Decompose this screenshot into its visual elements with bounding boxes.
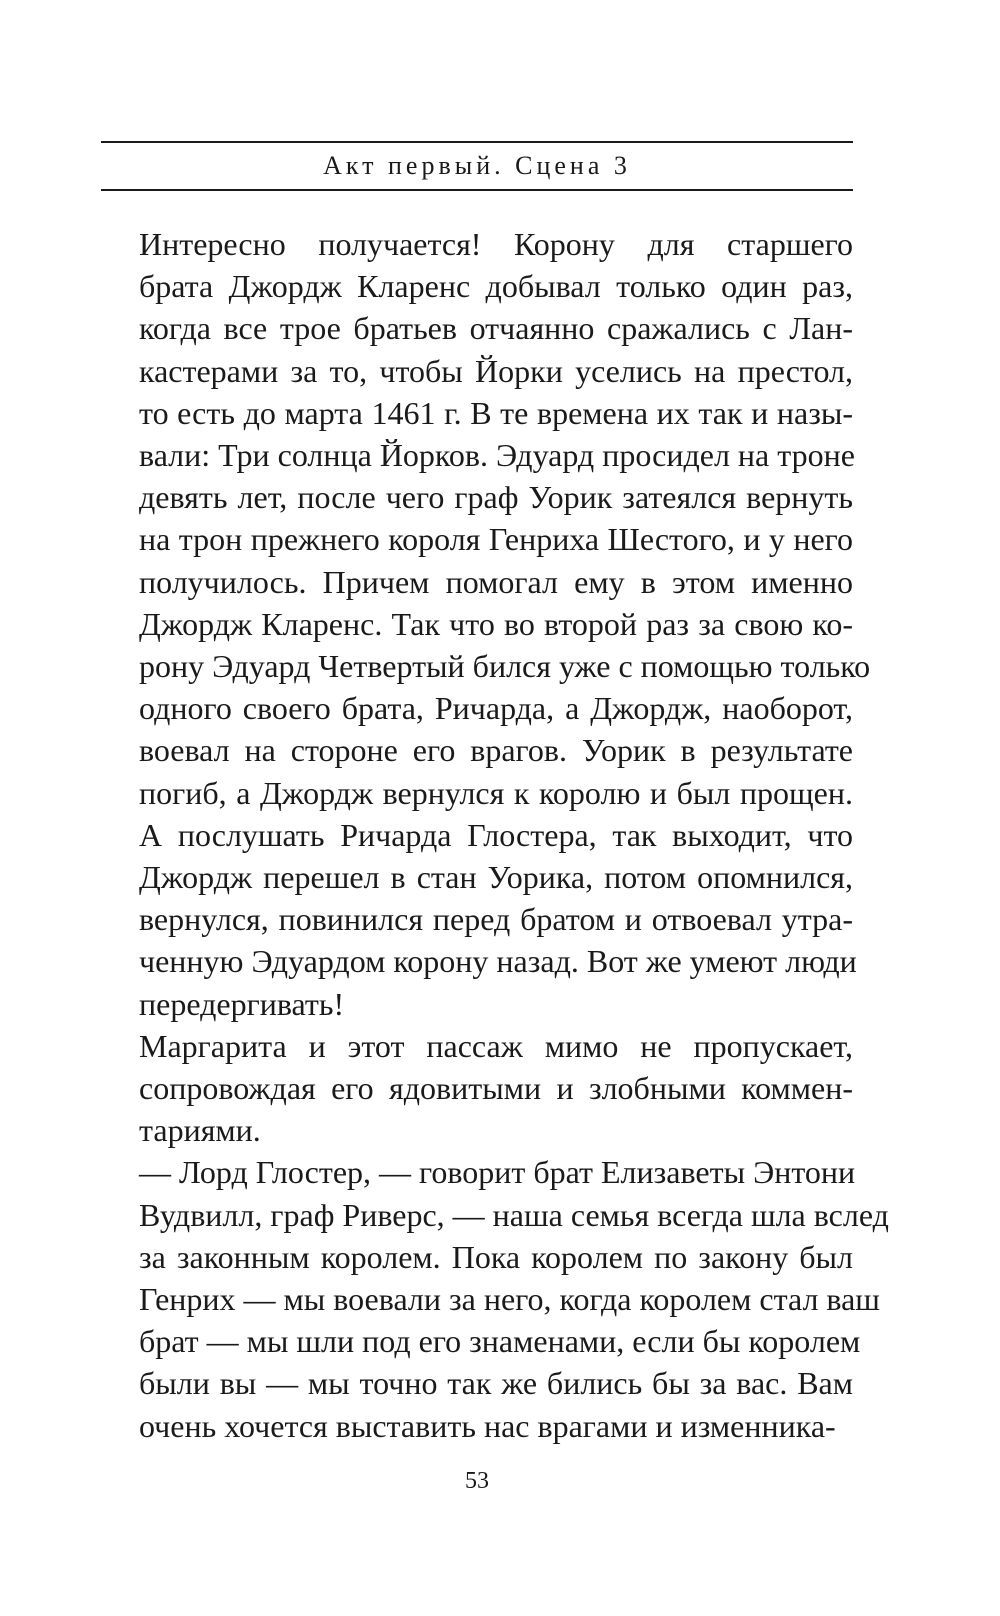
text-line: за законным королем. Пока королем по закону был bbox=[139, 1238, 853, 1275]
text-line: девять лет, после чего граф Уорик затеялся вернуть bbox=[139, 479, 853, 516]
text-line: Вудвилл, граф Риверс, — наша семья всегда шла вслед bbox=[139, 1196, 889, 1233]
text-line: когда все трое братьев отчаянно сражались с Лан- bbox=[139, 310, 853, 347]
text-line: брат — мы шли под его знаменами, если бы королем bbox=[139, 1323, 861, 1360]
running-header-title: Акт первый. Сцена 3 bbox=[323, 151, 631, 180]
text-line: то есть до марта 1461 г. В те времена их так и назы- bbox=[139, 394, 853, 431]
text-line: на трон прежнего короля Генриха Шестого, и у него bbox=[139, 521, 853, 558]
text-line: погиб, а Джордж вернулся к королю и был прощен. bbox=[139, 774, 853, 811]
text-line: очень хочется выставить нас врагами и изменника- bbox=[139, 1407, 836, 1444]
text-line: ченную Эдуардом корону назад. Вот же умеют люди bbox=[139, 943, 857, 980]
text-line: А послушать Ричарда Глостера, так выходит, что bbox=[139, 816, 853, 853]
text-line: получилось. Причем помогал ему в этом именно bbox=[139, 563, 853, 600]
text-line: Маргарита и этот пассаж мимо не пропускает, bbox=[139, 1027, 853, 1064]
text-line: Джордж перешел в стан Уорика, потом опомнился, bbox=[139, 859, 853, 896]
text-line: были вы — мы точно так же бились бы за вас. Вам bbox=[139, 1365, 853, 1402]
page-number: 53 bbox=[465, 1468, 489, 1494]
text-line: вали: Три солнца Йорков. Эдуард просидел на троне bbox=[139, 437, 855, 474]
text-line: Генрих — мы воевали за него, когда королем стал ваш bbox=[139, 1281, 880, 1318]
text-line: брата Джордж Кларенс добывал только один раз, bbox=[139, 268, 853, 305]
text-line: Интересно получается! Корону для старшего bbox=[139, 226, 853, 262]
paragraph bbox=[101, 1151, 889, 1446]
text-line: передергивать! bbox=[139, 985, 345, 1022]
header-rule-bottom bbox=[101, 189, 853, 191]
text-line: Джордж Кларенс. Так что во второй раз за свою ко- bbox=[139, 605, 853, 642]
text-line: кастерами за то, чтобы Йорки уселись на престол, bbox=[139, 352, 853, 389]
header-rule-top bbox=[101, 141, 853, 143]
text-line: сопровождая его ядовитыми и злобными коммен- bbox=[139, 1070, 853, 1107]
body-text bbox=[101, 223, 889, 1447]
paragraph bbox=[101, 223, 871, 1025]
text-line: воевал на стороне его врагов. Уорик в результате bbox=[139, 732, 853, 769]
text-line: одного своего брата, Ричарда, а Джордж, наоборот, bbox=[139, 690, 853, 727]
text-line: тариями. bbox=[139, 1112, 261, 1149]
text-line: рону Эдуард Четвертый бился уже с помощью только bbox=[139, 648, 871, 685]
text-line: — Лорд Глостер, — говорит брат Елизаветы Энтони bbox=[139, 1154, 856, 1191]
text-line: вернулся, повинился перед братом и отвоевал утра- bbox=[139, 901, 853, 938]
paragraph bbox=[101, 1025, 853, 1152]
